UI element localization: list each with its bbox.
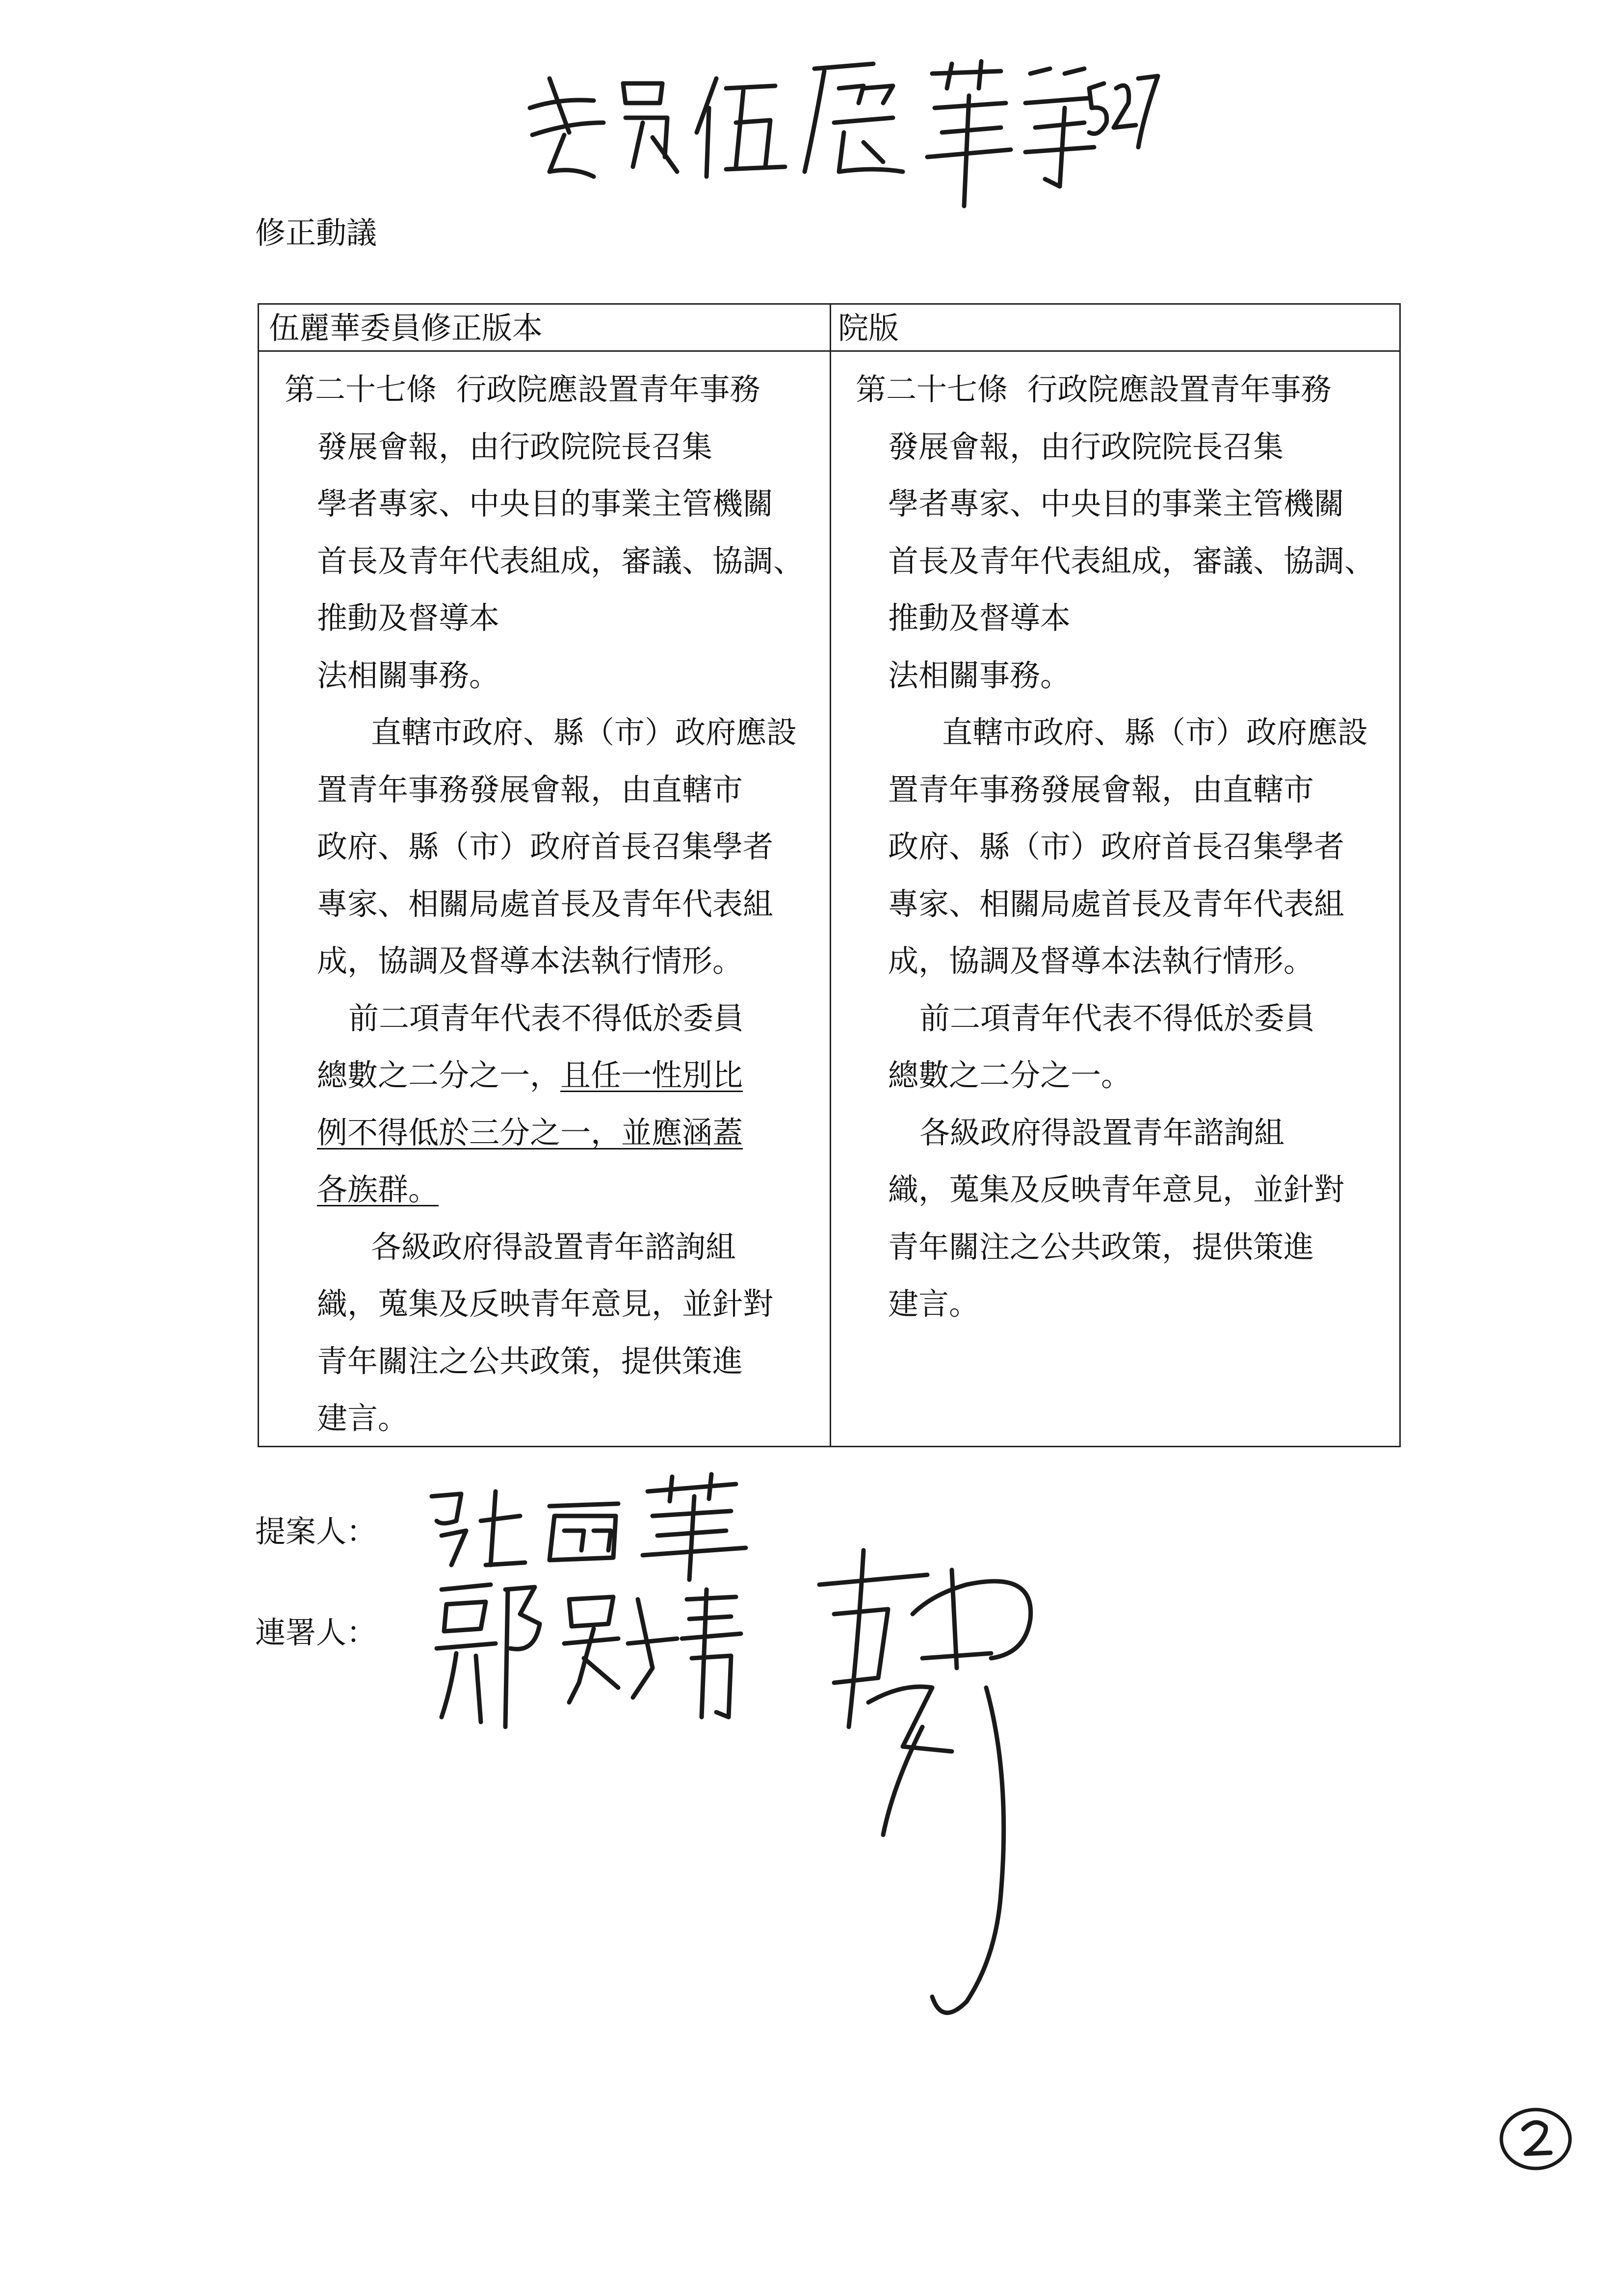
- executive-version-text: [856, 361, 1376, 1333]
- amended-version-text: [285, 361, 805, 1447]
- text-line: 前二項青年代表不得低於委員: [348, 1000, 744, 1036]
- text-line: 織，蒐集及反映青年意見，並針對: [317, 1286, 774, 1322]
- text-line: 推動及督導本: [888, 600, 1071, 636]
- text-line: 各級政府得設置青年諮詢組: [919, 1114, 1285, 1150]
- text-line: 學者專家、中央目的事業主管機關: [888, 486, 1345, 522]
- proposer-signature: [422, 1467, 775, 1580]
- text-line: [285, 1161, 805, 1219]
- text-line: 首長及青年代表組成，審議、協調、: [317, 543, 804, 579]
- text-line: 推動及督導本: [317, 600, 500, 636]
- text-line: 青年關注之公共政策，提供策進: [317, 1343, 743, 1379]
- text-line: 成，協調及督導本法執行情形。: [888, 943, 1314, 979]
- text-line: 發展會報，由行政院院長召集: [888, 428, 1284, 465]
- handwritten-signature: [805, 1540, 1060, 2031]
- header-executive-version: 院版: [838, 310, 899, 346]
- text-line: 專家、相關局處首長及青年代表組: [888, 886, 1345, 922]
- amendment-underlined-text: 例不得低於三分之一，並應涵蓋: [317, 1114, 743, 1150]
- article-line: [285, 361, 805, 418]
- text-line: 法相關事務。: [888, 657, 1071, 693]
- text-line: 總數之二分之一。: [888, 1057, 1132, 1093]
- amendment-comparison-table: [258, 303, 1401, 1447]
- article-number: 第二十七條: [856, 371, 1008, 407]
- header-rule: [259, 350, 1399, 352]
- text-line: 各級政府得設置青年諮詢組: [371, 1228, 736, 1265]
- handwritten-header-note: [520, 49, 1158, 211]
- text-line: 建言。: [317, 1400, 409, 1436]
- text-line: 法相關事務。: [317, 657, 500, 693]
- column-divider: [830, 305, 831, 1446]
- text-line: [285, 1047, 805, 1104]
- text-line: 直轄市政府、縣（市）政府應設: [942, 714, 1368, 750]
- motion-title: 修正動議: [255, 215, 377, 251]
- text-line: 政府、縣（市）政府首長召集學者: [888, 829, 1345, 864]
- text-line: 青年關注之公共政策，提供策進: [888, 1228, 1314, 1265]
- article-line: [856, 361, 1376, 418]
- text-line: 直轄市政府、縣（市）政府應設: [371, 714, 797, 750]
- cosigner-label: 連署人：: [255, 1615, 377, 1650]
- text-line: 行政院應設置青年事務: [1027, 371, 1332, 407]
- text-line: 建言。: [888, 1286, 980, 1322]
- text-line: 行政院應設置青年事務: [456, 371, 760, 407]
- text-line: 置青年事務發展會報，由直轄市: [888, 771, 1314, 808]
- page-number-mark: [1496, 2105, 1575, 2173]
- amendment-underlined-text: 各族群。: [317, 1172, 439, 1207]
- text-line: 織，蒐集及反映青年意見，並針對: [888, 1172, 1345, 1207]
- text-line: 置青年事務發展會報，由直轄市: [317, 771, 743, 808]
- text-line: 專家、相關局處首長及青年代表組: [317, 886, 774, 922]
- text-line: 政府、縣（市）政府首長召集學者: [317, 829, 774, 864]
- text-line: 成，協調及督導本法執行情形。: [317, 943, 743, 979]
- proposer-label: 提案人：: [255, 1513, 377, 1549]
- text-fragment: 總數之二分之一，: [317, 1057, 561, 1093]
- amendment-underlined-text: 且任一性別比: [560, 1057, 743, 1093]
- text-line: [285, 1104, 805, 1162]
- text-line: 首長及青年代表組成，審議、協調、: [888, 543, 1375, 579]
- text-line: 發展會報，由行政院院長召集: [317, 428, 713, 465]
- article-number: 第二十七條: [285, 371, 437, 407]
- cosigner-signature: [422, 1570, 746, 1727]
- text-line: 學者專家、中央目的事業主管機關: [317, 486, 774, 522]
- header-amended-version: 伍麗華委員修正版本: [269, 310, 543, 346]
- text-line: 前二項青年代表不得低於委員: [919, 1000, 1315, 1036]
